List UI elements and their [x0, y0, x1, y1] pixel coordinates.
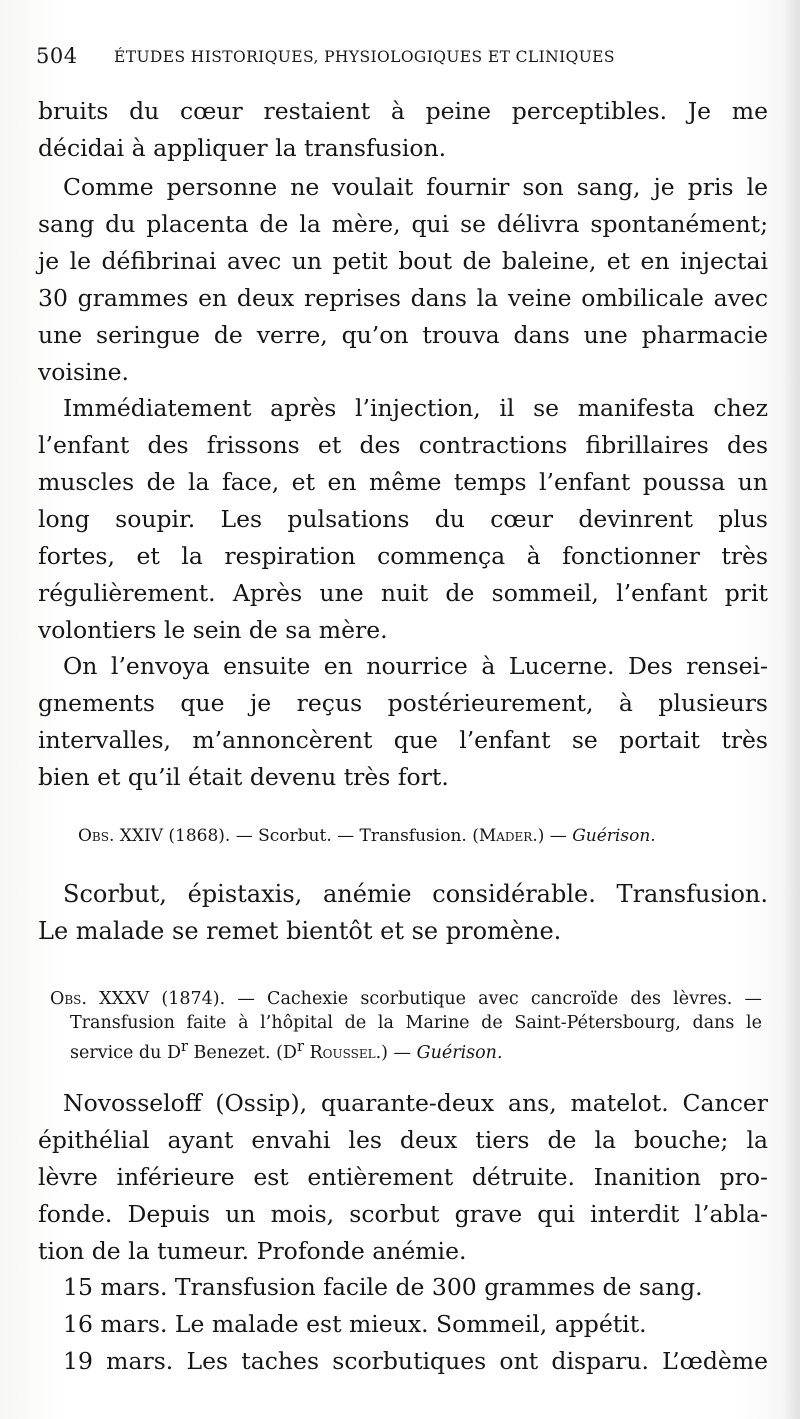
observation-summary: (1874). — Cachexie scorbutique avec cancroïde des lèvres. —	[149, 989, 762, 1009]
observation-label: Obs. XXXV	[50, 989, 150, 1009]
text-line: muscles de la face, et en même temps l’enfant poussa un	[38, 468, 768, 496]
text-line: Transfusion faite à l’hôpital de la Marine de Saint-Pétersbourg, dans le	[70, 1013, 762, 1033]
paragraph-placenta	[38, 169, 768, 391]
observation-author: Roussel.	[303, 1042, 382, 1063]
text-line: régulièrement. Après une nuit de sommeil, l’enfant prit	[38, 579, 768, 607]
observation-separator: ) —	[537, 826, 573, 846]
paragraph-injection	[38, 390, 768, 649]
text-line: 30 grammes en deux reprises dans la veine ombilicale avec	[38, 284, 768, 312]
text-line: je le défibrinai avec un petit bout de baleine, et en injectai	[38, 247, 768, 275]
text-line: sang du placenta de la mère, qui se délivra spontanément;	[38, 210, 768, 238]
observation-heading-35	[50, 987, 762, 1065]
text-line: Novosseloff (Ossip), quarante-deux ans, matelot. Cancer	[63, 1089, 768, 1117]
observation-outcome: Guérison.	[416, 1042, 503, 1063]
text-line: fonde. Depuis un mois, scorbut grave qui interdit l’abla-	[38, 1200, 768, 1228]
observation-label: Obs. XXIV	[78, 826, 163, 846]
text-line: long soupir. Les pulsations du cœur devinrent plus	[38, 505, 768, 533]
page-header	[36, 44, 776, 68]
text-line: lèvre inférieure est entièrement détruite. Inanition pro-	[38, 1163, 768, 1191]
paragraph-scorbut	[38, 876, 768, 950]
text-line: épithélial ayant envahi les deux tiers de la bouche; la	[38, 1126, 768, 1154]
text-line: volontiers le sein de sa mère.	[38, 616, 388, 644]
text-line: voisine.	[38, 358, 130, 386]
observation-author: Mader.	[478, 826, 538, 846]
text-line: bien et qu’il était devenu très fort.	[38, 763, 449, 791]
text-line: On l’envoya ensuite en nourrice à Lucerne. Des rensei-	[63, 652, 768, 680]
text-line: Comme personne ne voulait fournir son sang, je pris le	[63, 173, 768, 201]
text-line: gnements que je reçus postérieurement, à plusieurs	[38, 689, 768, 717]
text-line: intervalles, m’annoncèrent que l’enfant se portait très	[38, 726, 768, 754]
text-line: Immédiatement après l’injection, il se manifesta chez	[63, 394, 768, 422]
text-line: service du $D^r$ Benezet. ($D^r$ Roussel.) — Guérison.	[70, 1038, 503, 1063]
page-number: 504	[36, 44, 78, 68]
paragraph-lucerne	[38, 648, 768, 796]
text-line: tion de la tumeur. Profonde anémie.	[38, 1237, 467, 1265]
text-line: Scorbut, épistaxis, anémie considérable. Transfusion.	[63, 880, 768, 908]
text-line: décidai à appliquer la transfusion.	[38, 134, 447, 162]
text-line: bruits du cœur restaient à peine perceptibles. Je me	[38, 97, 768, 125]
page-edge-shadow	[782, 0, 800, 1419]
text-line: 16 mars. Le malade est mieux. Sommeil, appétit.	[63, 1310, 647, 1338]
text-line	[50, 987, 762, 1011]
text-line: 15 mars. Transfusion facile de 300 grammes de sang.	[63, 1273, 703, 1301]
text-line: 19 mars. Les taches scorbutiques ont disparu. L’œdème	[63, 1347, 768, 1375]
observation-heading	[78, 826, 656, 846]
observation-summary: (1868). — Scorbut. — Transfusion. (	[162, 826, 479, 846]
text-line: fortes, et la respiration commença à fonctionner très	[38, 542, 768, 570]
observation-outcome: Guérison.	[572, 826, 656, 846]
paragraph-novosseloff	[38, 1085, 768, 1270]
text-line: l’enfant des frissons et des contractions fibrillaires des	[38, 431, 768, 459]
text-line: une seringue de verre, qu’on trouva dans une pharmacie	[38, 321, 768, 349]
paragraph-dates	[38, 1269, 768, 1380]
text-line: Le malade se remet bientôt et se promène.	[38, 917, 562, 945]
running-title: ÉTUDES HISTORIQUES, PHYSIOLOGIQUES ET CLINIQUES	[114, 48, 615, 66]
paragraph-continuation	[38, 93, 768, 167]
